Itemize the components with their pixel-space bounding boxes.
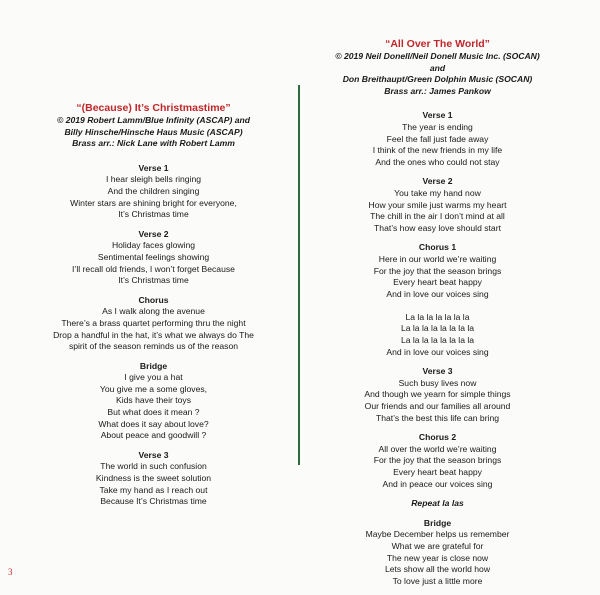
lyric-line: You give me a some gloves, — [99, 383, 208, 394]
lyric-line: Here in our world we’re waiting — [378, 253, 497, 264]
lyric-line: For the joy that the season brings — [373, 265, 502, 276]
section-heading: Verse 3 — [138, 449, 169, 460]
lyric-line: The new year is close now — [386, 552, 489, 563]
lyric-line: And in love our voices sing — [386, 288, 489, 299]
lyrics-sections — [330, 110, 545, 587]
section-heading: Chorus 2 — [418, 432, 457, 443]
lyric-line: Lets show all the world how — [384, 564, 491, 575]
lyric-line: I hear sleigh bells ringing — [105, 174, 202, 185]
lyric-line: La la la la la la la la — [400, 323, 475, 334]
lyric-line: La la la la la la la — [405, 311, 470, 322]
section-heading: Chorus 1 — [418, 242, 457, 253]
lyric-line: The world in such confusion — [100, 461, 207, 472]
lyric-line: I think of the new friends in my life — [372, 145, 503, 156]
section-heading: Verse 3 — [422, 366, 453, 377]
lyric-line: Winter stars are shining bright for everyone, — [70, 197, 237, 208]
section-heading: Bridge — [423, 517, 452, 528]
section-heading: Bridge — [139, 360, 168, 371]
section-heading: Verse 1 — [138, 162, 169, 173]
lyric-line: Drop a handful in the hat, it’s what we always do The — [53, 329, 254, 340]
lyric-line: And though we yearn for simple things — [364, 389, 511, 400]
song-credit: Billy Hinsche/Hinsche Haus Music (ASCAP) — [64, 126, 243, 137]
lyric-line: Take my hand as I reach out — [99, 484, 208, 495]
lyric-line: Sentimental feelings showing — [97, 251, 210, 262]
lyric-line: Every heart beat happy — [393, 277, 482, 288]
lyric-line: La la la la la la la la — [400, 335, 475, 346]
lyric-line: I’ll recall old friends, I won’t forget Because — [72, 263, 235, 274]
lyric-line: I give you a hat — [124, 372, 183, 383]
lyric-line: What does it say about love? — [98, 418, 209, 429]
song-title: “All Over The World” — [385, 38, 490, 50]
lyric-line: And the ones who could not stay — [375, 156, 500, 167]
lyric-line: There’s a brass quartet performing thru the night — [61, 317, 246, 328]
lyric-line: And in love our voices sing — [386, 346, 489, 357]
song-credit: Brass arr.: Nick Lane with Robert Lamm — [72, 138, 235, 149]
lyric-line: Feel the fall just fade away — [386, 133, 489, 144]
lyric-line: Kids have their toys — [116, 395, 191, 406]
lyric-line: What we are grateful for — [391, 540, 484, 551]
lyric-line: About peace and goodwill ? — [100, 430, 207, 441]
song-credit: Don Breithaupt/Green Dolphin Music (SOCAN) — [342, 74, 533, 85]
lyric-line: The year is ending — [402, 121, 473, 132]
lyric-line: As I walk along the avenue — [102, 306, 205, 317]
lyric-line: Such busy lives now — [398, 377, 477, 388]
lyric-line: It’s Christmas time — [118, 275, 189, 286]
section-heading: Verse 2 — [138, 228, 169, 239]
lyric-line: But what does it mean ? — [107, 407, 200, 418]
lyric-line: For the joy that the season brings — [373, 455, 502, 466]
lyric-line — [330, 300, 545, 312]
lyric-line: spirit of the season reminds us of the reason — [68, 341, 239, 352]
lyric-line: Our friends and our families all around — [364, 401, 511, 412]
lyric-line: The chill in the air I don’t mind at all — [370, 211, 505, 222]
lyrics-column-left — [35, 102, 272, 508]
lyric-line: That’s how easy love should start — [374, 222, 501, 233]
lyric-line: And in peace our voices sing — [382, 478, 493, 489]
lyric-line: Maybe December helps us remember — [365, 529, 510, 540]
lyric-line: You take my hand now — [394, 187, 481, 198]
lyrics-column-right — [330, 38, 545, 587]
column-divider — [298, 85, 300, 465]
lyric-line: It’s Christmas time — [118, 209, 189, 220]
page-number: 3 — [8, 567, 13, 577]
lyric-line: And the children singing — [107, 185, 200, 196]
lyric-line: Every heart beat happy — [393, 467, 482, 477]
lyric-line: Because It’s Christmas time — [100, 496, 207, 507]
lyric-line: All over the world we’re waiting — [378, 443, 497, 454]
lyric-line: Holiday faces glowing — [111, 240, 196, 251]
lyric-line: To love just a little more — [392, 575, 483, 586]
lyrics-sections — [35, 163, 272, 508]
song-credit: © 2019 Robert Lamm/Blue Infinity (ASCAP) and — [56, 115, 251, 125]
section-heading: Repeat la las — [411, 498, 464, 509]
section-heading: Verse 2 — [422, 176, 453, 187]
lyric-line: Kindness is the sweet solution — [95, 473, 212, 484]
section-heading: Verse 1 — [422, 110, 453, 121]
lyric-line: How your smile just warms my heart — [368, 199, 507, 210]
lyric-line: That’s the best this life can bring — [375, 412, 500, 423]
song-credit: © 2019 Neil Donell/Neil Donell Music Inc. (SOCAN) and — [335, 51, 540, 73]
section-heading: Chorus — [138, 294, 169, 305]
song-title: “(Because) It’s Christmastime” — [76, 102, 231, 114]
song-credit: Brass arr.: James Pankow — [384, 85, 491, 96]
